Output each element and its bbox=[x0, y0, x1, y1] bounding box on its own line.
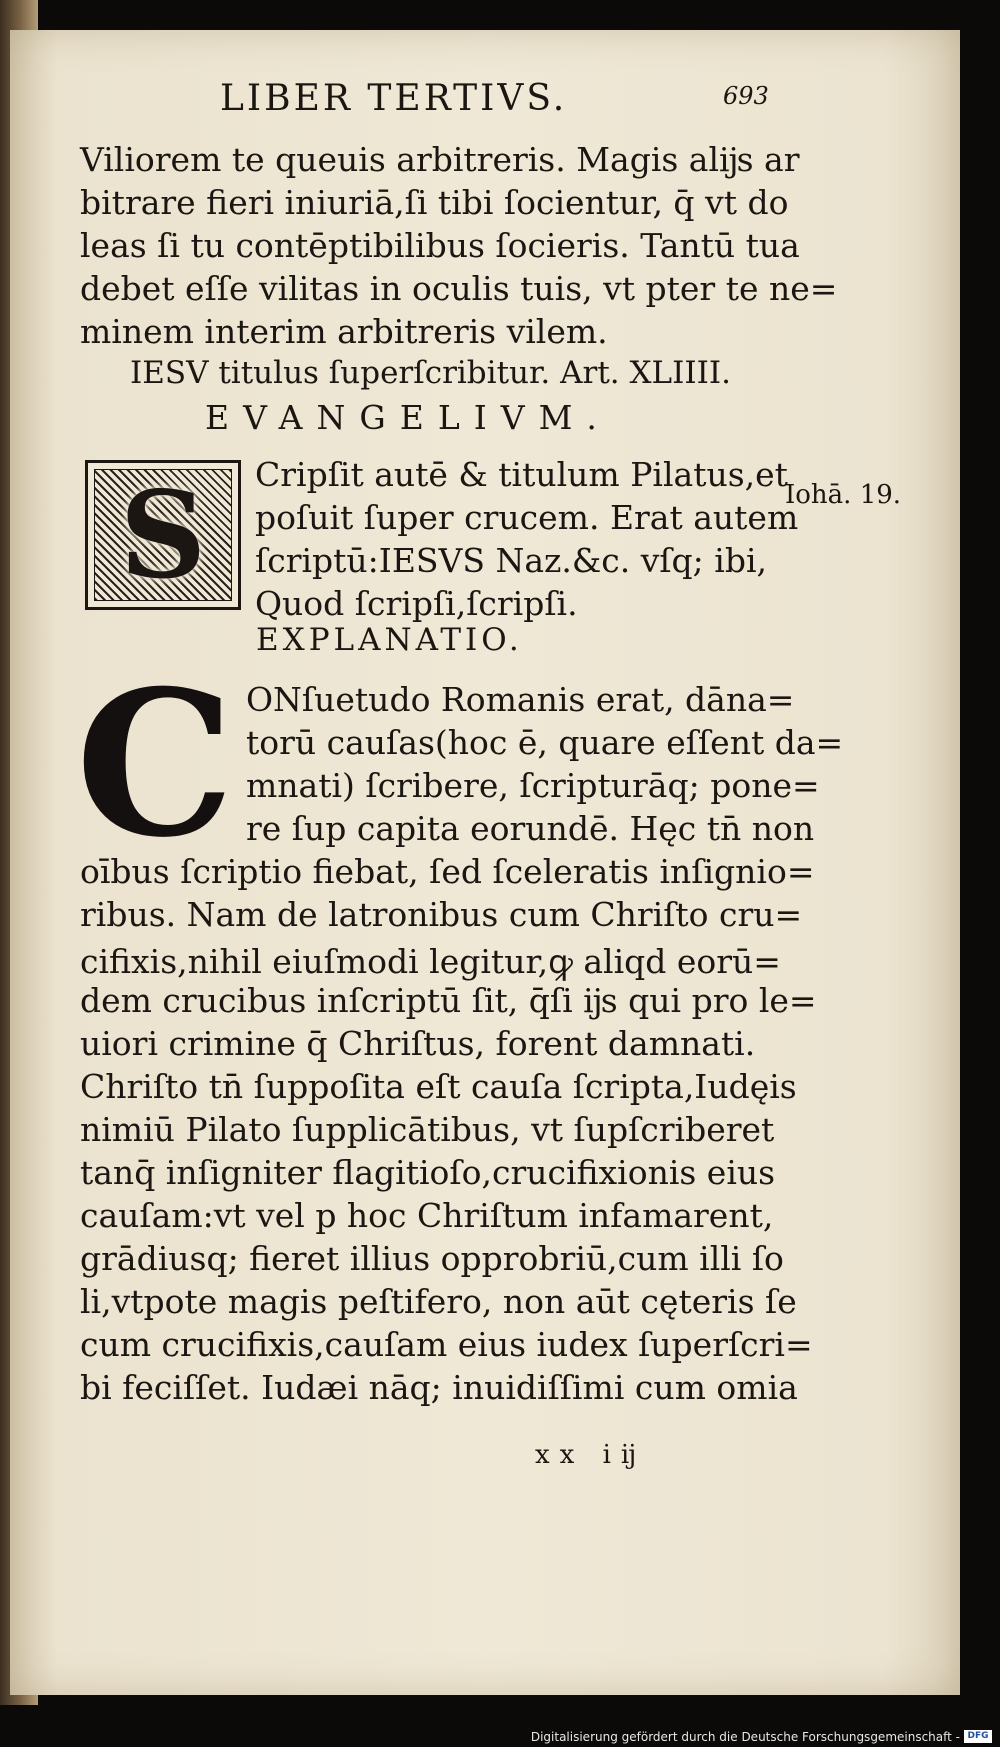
text-line: debet eſſe vilitas in oculis tuis, vt pter te ne= bbox=[80, 269, 838, 308]
text-line: cifixis,nihil eiuſmodi legitur,ꝙ aliqd eorū= bbox=[80, 942, 781, 981]
text-line: nimiū Pilato ſupplicātibus, vt ſupſcriberet bbox=[80, 1110, 775, 1149]
drop-initial-c: C bbox=[75, 647, 235, 882]
running-header: LIBER TERTIVS. bbox=[220, 78, 568, 119]
page-number: 693 bbox=[723, 82, 769, 110]
gospel-line: poſuit ſuper crucem. Erat autem bbox=[255, 498, 799, 537]
gospel-line: ſcriptū:IESVS Naz.&c. vſq; ibi, bbox=[255, 541, 768, 580]
dfg-logo-icon: DFG bbox=[964, 1730, 992, 1743]
funding-credit: Digitalisierung gefördert durch die Deutsche Forschungsgemeinschaft - bbox=[530, 1730, 960, 1744]
evangelium-heading: EVANGELIVM. bbox=[205, 398, 611, 437]
text-line: cauſam:vt vel p hoc Chriſtum infamarent, bbox=[80, 1196, 774, 1235]
text-line: uiori crimine q̄ Chriſtus, forent damnati. bbox=[80, 1024, 756, 1063]
gospel-line: Cripſit autē & titulum Pilatus,et bbox=[255, 455, 788, 494]
text-line: tanq̄ inſigniter flagitioſo,crucifixionis eius bbox=[80, 1153, 776, 1192]
text-line: li,vtpote magis peſtifero, non aūt cęteris ſe bbox=[80, 1282, 797, 1321]
text-line: re ſup capita eorundē. Hęc tn̄ non bbox=[246, 809, 815, 848]
text-line: torū cauſas(hoc ē, quare eſſent da= bbox=[246, 723, 844, 762]
text-line: oībus ſcriptio fiebat, ſed ſceleratis inſignio= bbox=[80, 852, 815, 891]
text-line: bitrare fieri iniuriā,ſi tibi ſocientur, q̄ vt do bbox=[80, 183, 789, 222]
text-line: mnati) ſcribere, ſcripturāq; pone= bbox=[246, 766, 820, 805]
text-line: grādiusq; fieret illius opprobriū,cum illi ſo bbox=[80, 1239, 784, 1278]
text-line: Chriſto tn̄ ſuppoſita eſt cauſa ſcripta,Iudęis bbox=[80, 1067, 797, 1106]
text-line: ribus. Nam de latronibus cum Chriſto cru= bbox=[80, 895, 803, 934]
text-line: minem interim arbitreris vilem. bbox=[80, 312, 608, 351]
decorated-initial-s bbox=[85, 460, 241, 610]
gospel-line: Quod ſcripſi,ſcripſi. bbox=[255, 584, 578, 623]
explanatio-heading: EXPLANATIO. bbox=[256, 622, 523, 658]
initial-letter: S bbox=[119, 464, 207, 606]
text-line: dem crucibus inſcriptū ſit, q̄ſi ĳs qui pro le= bbox=[80, 981, 817, 1020]
text-line: bi feciſſet. Iudæi nāq; inuidiſſimi cum omia bbox=[80, 1368, 798, 1407]
text-line: Viliorem te queuis arbitreris. Magis alĳs ar bbox=[80, 140, 800, 179]
signature-mark: xx iĳ bbox=[535, 1440, 645, 1470]
text-line: leas ſi tu contēptibilibus ſocieris. Tantū tua bbox=[80, 226, 800, 265]
article-heading: IESV titulus ſuperſcribitur. Art. XLIIII. bbox=[130, 355, 731, 391]
margin-reference: Iohā. 19. bbox=[785, 480, 902, 510]
text-line: ONſuetudo Romanis erat, dāna= bbox=[246, 680, 795, 719]
text-line: cum crucifixis,cauſam eius iudex ſuperſcri= bbox=[80, 1325, 813, 1364]
